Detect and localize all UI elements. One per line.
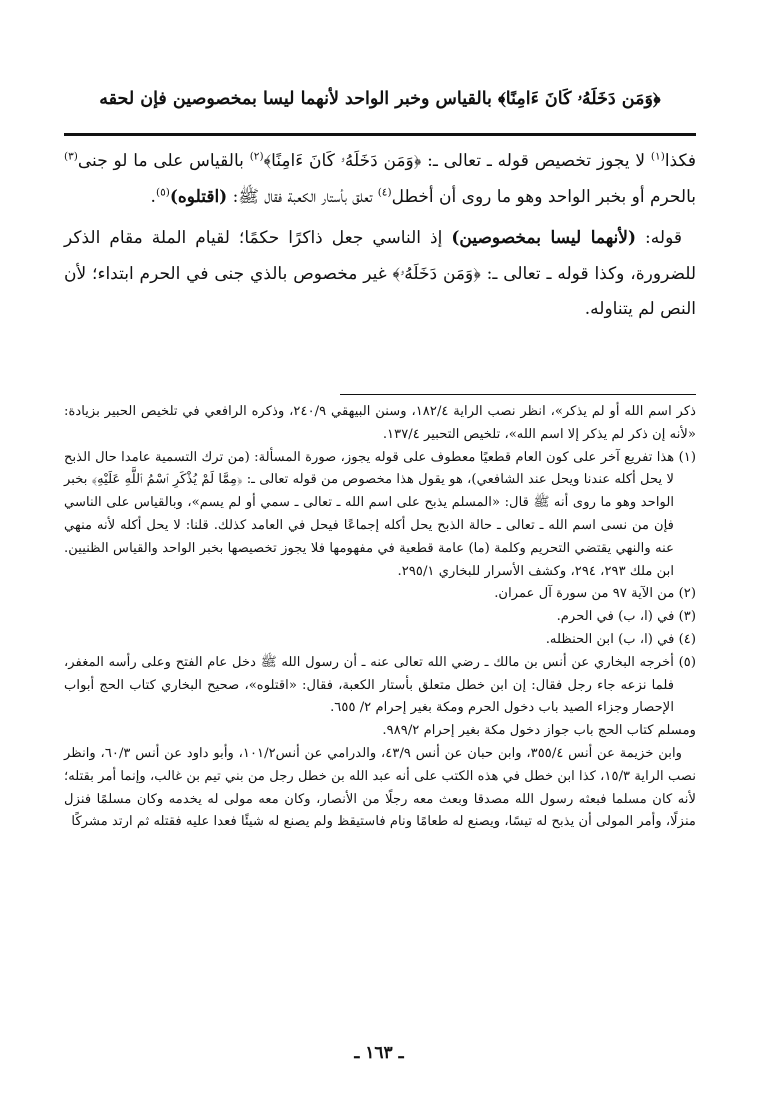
- hadith-quote: (اقتلوه): [169, 186, 228, 207]
- footnote-continuation: ذكر اسم الله أو لم يذكر»، انظر نصب الراية ١٨٢/٤، وسنن البيهقي ٢٤٠/٩، وذكره الرافعي في تلخيص الحبير بزيادة: «لأنه إن ذكر لم يذكر إلا اسم الله»، تلخيص التحبير ١٣٧/٤.: [64, 404, 696, 442]
- footnote-4: (٤) في (ا، ب) ابن الحنظله.: [545, 631, 696, 647]
- footnote-2: (٢) من الآية ٩٧ من سورة آل عمران.: [494, 586, 696, 602]
- quran-verse: ﴿وَمَن دَخَلَهُۥ﴾: [392, 263, 481, 284]
- footnote-5-muslim: ومسلم كتاب الحج باب جواز دخول مكة بغير إحرام ٩٨٩/٢.: [382, 723, 696, 739]
- footnote-5-other-sources: وابن خزيمة عن أنس ٣٥٥/٤، وابن حبان عن أنس ٤٣/٩، والدرامي عن أنس١٠١/٢، وأبو داود عن أنس ٦٠/٣، وانظر نصب الراية ١٥/٣، كذا ابن خطل في هذه الكتب على أنه عبد الله بن خطل رجل من بني تيم بن غالب، وإنما أمر بقتله؛ لأنه كان مسلما فبعثه رسول الله مصدقا وبعث معه رجلًا من الأنصار، وكان معه مولى له يخدمه وكان مسلمًا فنزل منزلًا، وأمر المولى أن يذبح له تيسًا، ويصنع له طعامًا ونام فاستيقظ ولم يصنع له شيئًا فعدا عليه فقتله ثم ارتد مشركًا: [64, 745, 696, 830]
- footnote-5: (٥) أخرجه البخاري عن أنس بن مالك ـ رضي الله تعالى عنه ـ أن رسول الله ﷺ دخل عام الفتح وعلى رأسه المغفر، فلما نزعه جاء رجل فقال: إن ابن خطل متعلق بأستار الكعبة، فقال: «اقتلوه»، صحيح البخاري كتاب الحج أبواب الإحصار وجزاء الصيد باب دخول الحرم ومكة بغير إحرام ٢/ ٦٥٥.: [64, 654, 696, 716]
- running-header: ﴿وَمَن دَخَلَهُۥ كَانَ ءَامِنًا﴾ بالقياس وخبر الواحد لأنهما ليسا بمخصوصين فإن لحقه: [99, 89, 661, 109]
- paragraph-2: قوله: (لأنهما ليسا بمخصوصين) إذ الناسي جعل ذاكرًا حكمًا؛ لقيام الملة مقام الذكر للضرورة، وكذا قوله ـ تعالى ـ: ﴿وَمَن دَخَلَهُۥ﴾ غير مخصوص بالذي جنى في الحرم ابتداء؛ لأن النص لم يتناوله.: [64, 228, 697, 319]
- footnote-3: (٣) في (ا، ب) في الحرم.: [556, 609, 696, 625]
- footnote-1: (١) هذا تفريع آخر على كون العام قطعيًا معطوف على قوله يجوز، صورة المسألة: (من ترك التسمية عامدا حال الذبح لا يحل أكله عندنا ويحل عند الشافعي)، هو يقول هذا مخصوص من قوله تعالى ـ: ﴿مِمَّا لَمْ يُذْكَرِ ٱسْمُ ٱللَّهِ عَلَيْهِ﴾ بخبر الواحد وهو ما روى أنه ﷺ قال: «المسلم يذبح على اسم الله ـ تعالى ـ سمي أو لم يسم»، وبالقياس على الناسي فإن من نسى اسم الله ـ تعالى ـ حالة الذبح يحل أكله إجماعًا فيحل في العامد كذلك. قلنا: لا يحل أكله لأنه منهي عنه والنهي يقتضي التحريم وكلمة (ما) عامة قطعية في مفهومها فلا يجوز تخصيصها بخبر الواحد والقياس الظنيين. ابن ملك ٢٩٣، ٢٩٤، وكشف الأسرار للبخاري ٢٩٥/١.: [64, 449, 696, 579]
- header-rule: [64, 133, 696, 136]
- quran-verse: ﴿وَمَن دَخَلَهُۥ كَانَ ءَامِنًا﴾: [263, 151, 422, 171]
- page-number: ـ ١٦٣ ـ: [354, 1043, 404, 1063]
- quoted-phrase: (لأنهما ليسا بمخصوصين): [451, 228, 637, 248]
- footnotes: [64, 401, 696, 834]
- paragraph-1: فكذا$^{(١)}$ لا يجوز تخصيص قوله ـ تعالى ـ: ﴿وَمَن دَخَلَهُۥ كَانَ ءَامِنًا﴾$^{(٢)}$ بالقياس على ما لو جنى$^{(٣)}$ بالحرم أو بخبر الواحد وهو ما روى أن أخطل$^{(٤)}$ تعلق بأستار الكعبة فقال ﷺ: (اقتلوه)$^{(٥)}$.: [64, 150, 696, 207]
- footnote-separator: [340, 394, 696, 395]
- main-text: [64, 144, 696, 328]
